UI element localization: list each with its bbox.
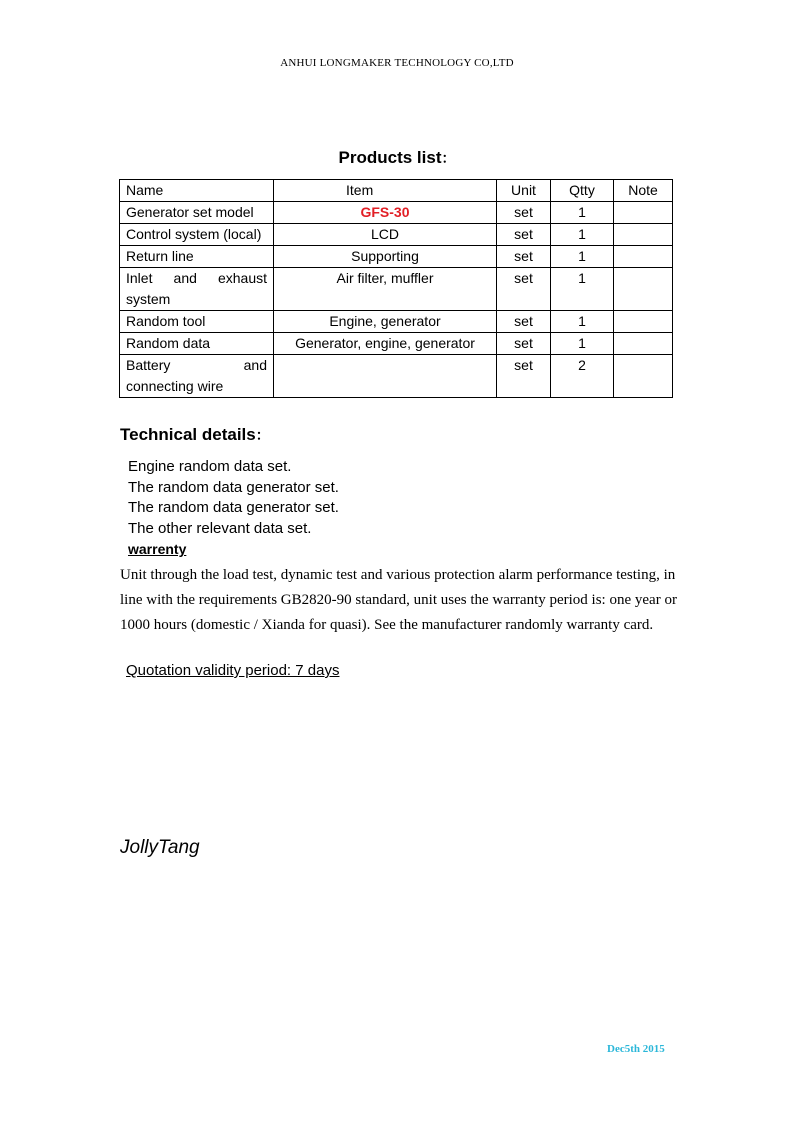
row-note	[614, 268, 673, 311]
table-row	[120, 268, 673, 311]
row-unit: set	[497, 246, 551, 268]
row-unit: set	[497, 311, 551, 333]
list-item: The other relevant data set.	[128, 519, 312, 537]
row-item: Generator, engine, generator	[274, 333, 497, 355]
row-qtty: 1	[551, 246, 614, 268]
column-header-qtty: Qtty	[551, 180, 614, 202]
technical-title-colon: ：	[255, 427, 270, 443]
products-table	[119, 179, 673, 398]
column-header-item: Item	[274, 180, 497, 202]
row-qtty: 1	[551, 333, 614, 355]
row-name: Generator set model	[120, 202, 274, 224]
row-qtty: 1	[551, 268, 614, 311]
row-unit: set	[497, 355, 551, 398]
document-date: Dec5th 2015	[607, 1043, 665, 1055]
row-name: Inlet and exhaust system	[120, 268, 274, 311]
table-row	[120, 311, 673, 333]
technical-title-text: Technical details	[120, 425, 256, 444]
products-title-text: Products list	[338, 148, 442, 167]
row-qtty: 2	[551, 355, 614, 398]
column-header-name: Name	[120, 180, 274, 202]
row-name: Return line	[120, 246, 274, 268]
table-header-row	[120, 180, 673, 202]
signature: JollyTang	[120, 837, 200, 858]
warranty-paragraph: Unit through the load test, dynamic test and various protection alarm performance testing, in line with the requirements GB2820-90 standard, unit uses the warranty period is: one year or 1000 hours (domestic / Xianda for quasi). See the manufacturer randomly warranty card.	[120, 567, 677, 634]
quotation-validity: Quotation validity period: 7 days	[126, 662, 340, 679]
products-list-title	[0, 148, 794, 168]
column-header-unit: Unit	[497, 180, 551, 202]
row-note	[614, 333, 673, 355]
row-unit: set	[497, 202, 551, 224]
row-name: Control system (local)	[120, 224, 274, 246]
technical-details-title	[120, 425, 270, 445]
list-item: The random data generator set.	[128, 478, 339, 496]
row-note	[614, 355, 673, 398]
table-row	[120, 224, 673, 246]
row-unit: set	[497, 224, 551, 246]
row-item	[274, 355, 497, 398]
row-unit: set	[497, 333, 551, 355]
row-qtty: 1	[551, 311, 614, 333]
table-row	[120, 202, 673, 224]
list-item: The random data generator set.	[128, 499, 339, 516]
row-unit: set	[497, 268, 551, 311]
column-header-note: Note	[614, 180, 673, 202]
row-item: Air filter, muffler	[274, 268, 497, 311]
row-name: Random tool	[120, 311, 274, 333]
row-note	[614, 224, 673, 246]
warranty-heading: warrenty	[128, 541, 187, 557]
row-qtty: 1	[551, 224, 614, 246]
company-header: ANHUI LONGMAKER TECHNOLOGY CO,LTD	[280, 57, 514, 69]
table-row	[120, 355, 673, 398]
row-note	[614, 246, 673, 268]
row-item: Engine, generator	[274, 311, 497, 333]
row-note	[614, 202, 673, 224]
row-note	[614, 311, 673, 333]
row-item: Supporting	[274, 246, 497, 268]
products-title-colon: ：	[441, 150, 456, 166]
row-qtty: 1	[551, 202, 614, 224]
list-item: Engine random data set.	[128, 458, 292, 475]
row-name: Battery and connecting wire	[120, 355, 274, 398]
row-name: Random data	[120, 333, 274, 355]
row-item: LCD	[274, 224, 497, 246]
table-row	[120, 333, 673, 355]
technical-details-list	[128, 457, 339, 539]
row-item-model: GFS-30	[274, 202, 497, 224]
table-row	[120, 246, 673, 268]
